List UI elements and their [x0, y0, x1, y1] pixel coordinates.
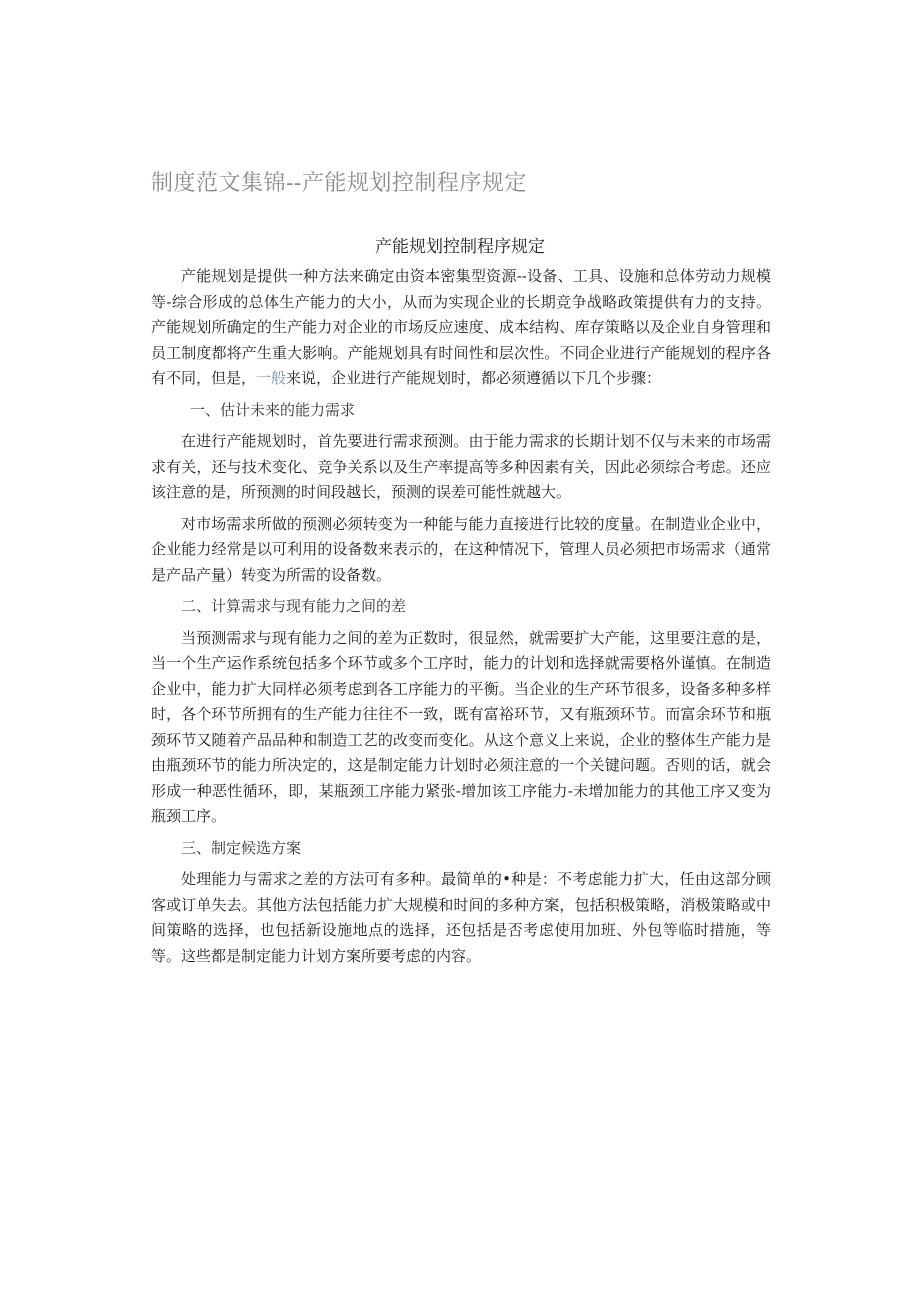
document-body [151, 264, 771, 975]
section-2-heading: 二、计算需求与现有能力之间的差 [181, 597, 407, 615]
section-1-paragraph-1: 在进行产能规划时，首先要进行需求预测。由于能力需求的长期计划不仅与未来的市场需求有关，还与技术变化、竞争关系以及生产率提高等多种因素有关，因此必须综合考虑。还应该注意的是，所预测的时间段越长，预测的误差可能性就越大。 [151, 432, 771, 501]
document-subtitle: 产能规划控制程序规定 [375, 237, 545, 257]
section-1-heading: 一、估计未来的能力需求 [190, 400, 356, 419]
section-1-paragraph-2: 对市场需求所做的预测必须转变为一种能与能力直接进行比较的度量。在制造业企业中，企业能力经常是以可利用的设备数来表示的，在这种情况下，管理人员必须把市场需求（通常是产品产量）转变为所需的设备数。 [151, 514, 771, 584]
section-2-paragraph-1: 当预测需求与现有能力之间的差为正数时，很显然，就需要扩大产能，这里要注意的是，当一个生产运作系统包括多个环节或多个工序时，能力的计划和选择就需要格外谨慎。在制造企业中，能力扩大同样必须考虑到各工序能力的平衡。当企业的生产环节很多，设备多种多样时，各个环节所拥有的生产能力往往不一致，既有富裕环节，又有瓶颈环节。而富余环节和瓶颈环节又随着产品品种和制造工艺的改变而变化。从这个意义上来说，企业的整体生产能力是由瓶颈环节的能力所决定的，这是制定能力计划时必须注意的一个关键问题。否则的话，就会形成一种恶性循环，即，某瓶颈工序能力紧张-增加该工序能力-未增加能力的其他工序又变为瓶颈工序。 [151, 628, 771, 825]
document-title: 制度范文集锦--产能规划控制程序规定 [151, 171, 527, 196]
intro-paragraph [151, 264, 771, 392]
intro-text-part2: 来说，企业进行产能规划时，都必须遵循以下几个步骤： [286, 369, 662, 387]
section-3-paragraph-1: 处理能力与需求之差的方法可有多种。最简单的•种是：不考虑能力扩大，任由这部分顾客或订单失去。其他方法包括能力扩大规模和时间的多种方案，包括积极策略，消极策略或中间策略的选择，也包括新设施地点的选择，还包括是否考虑使用加班、外包等临时措施，等等。这些都是制定能力计划方案所要考虑的内容。 [151, 870, 771, 965]
intro-text-part1: 产能规划是提供一种方法来确定由资本密集型资源--设备、工具、设施和总体劳动力规模等-综合形成的总体生产能力的大小，从而为实现企业的长期竞争战略政策提供有力的支持。产能规划所确定的生产能力对企业的市场反应速度、成本结构、库存策略以及企业自身管理和员工制度都将产生重大影响。产能规划具有时间性和层次性。不同企业进行产能规划的程序各有不同，但是， [151, 267, 771, 387]
intro-highlight-text: 一般 [256, 369, 287, 387]
section-3-heading: 三、制定候选方案 [181, 838, 302, 857]
